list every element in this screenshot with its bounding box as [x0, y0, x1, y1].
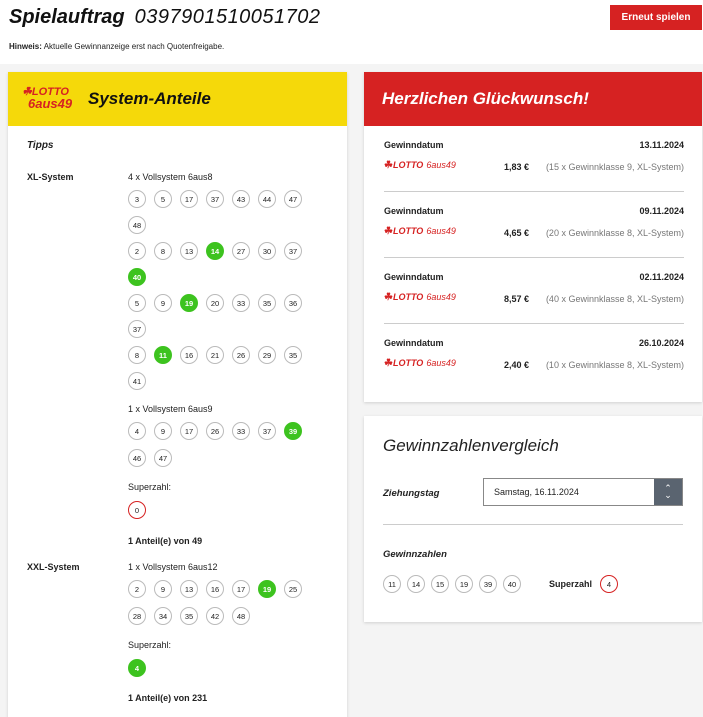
win-date-label: Gewinndatum — [384, 206, 444, 216]
lotto-word: LOTTO — [392, 358, 424, 368]
lotto-649: 6aus49 — [426, 160, 456, 170]
lotto-logo — [384, 160, 456, 171]
tipp-row — [128, 346, 310, 364]
win-class: (40 x Gewinnklasse 8, XL-System) — [545, 294, 684, 304]
win-class: (20 x Gewinnklasse 8, XL-System) — [545, 228, 684, 238]
tipp-row — [128, 242, 310, 260]
lotto-649: 6aus49 — [426, 358, 456, 368]
win-amount: 4,65 € — [504, 228, 530, 238]
number-ball: 37 — [206, 190, 224, 208]
number-ball: 35 — [284, 346, 302, 364]
win-row — [384, 126, 684, 192]
superzahl-ball: 0 — [128, 501, 146, 519]
top-bar — [0, 0, 703, 64]
system-shares-title: System-Anteile — [88, 89, 211, 108]
number-ball: 13 — [180, 242, 198, 260]
clover-icon: ☘ — [384, 226, 393, 237]
win-class: (10 x Gewinnklasse 8, XL-System) — [545, 360, 684, 370]
number-ball: 8 — [128, 346, 146, 364]
number-ball: 16 — [180, 346, 198, 364]
number-ball: 9 — [154, 294, 172, 312]
number-ball: 8 — [154, 242, 172, 260]
number-ball: 14 — [206, 242, 224, 260]
number-ball: 36 — [284, 294, 302, 312]
number-ball: 5 — [154, 190, 172, 208]
number-ball: 47 — [284, 190, 302, 208]
compare-superzahl-label: Superzahl — [549, 579, 593, 589]
tipp-row — [128, 449, 180, 467]
order-number: 0397901510051702 — [134, 6, 321, 28]
winning-number-ball: 15 — [431, 575, 449, 593]
lotto-649: 6aus49 — [426, 292, 456, 302]
number-ball: 9 — [154, 580, 172, 598]
lotto-logo — [22, 85, 77, 115]
number-ball: 17 — [180, 190, 198, 208]
number-ball: 16 — [206, 580, 224, 598]
clover-icon: ☘ — [384, 358, 393, 369]
lotto-logo — [384, 292, 456, 303]
xl-superzahl-row — [128, 501, 154, 519]
winning-numbers-label: Gewinnzahlen — [383, 549, 447, 560]
number-ball: 46 — [128, 449, 146, 467]
tipp-row — [128, 372, 154, 390]
number-ball: 39 — [284, 422, 302, 440]
winning-number-ball: 39 — [479, 575, 497, 593]
number-ball: 35 — [180, 607, 198, 625]
win-row — [384, 258, 684, 324]
xxl-system-desc: 1 x Vollsystem 6aus12 — [128, 562, 218, 572]
number-ball: 11 — [154, 346, 172, 364]
divider — [383, 524, 683, 525]
system-shares-header — [8, 72, 347, 126]
number-ball: 41 — [128, 372, 146, 390]
number-compare-card — [364, 416, 702, 622]
lotto-word: LOTTO — [31, 86, 69, 98]
xl-system-desc: 4 x Vollsystem 6aus8 — [128, 172, 213, 182]
hint-message: Aktuelle Gewinnanzeige erst nach Quotenfreigabe. — [43, 42, 225, 51]
lotto-word: LOTTO — [392, 226, 424, 236]
number-ball: 2 — [128, 242, 146, 260]
xl-anteil: 1 Anteil(e) von 49 — [128, 536, 203, 546]
number-ball: 47 — [154, 449, 172, 467]
xl-superzahl-label: Superzahl: — [128, 482, 172, 492]
lotto-logo — [384, 358, 456, 369]
number-ball: 4 — [128, 422, 146, 440]
number-ball: 2 — [128, 580, 146, 598]
win-row — [384, 324, 684, 390]
compare-title: Gewinnzahlenvergleich — [383, 436, 559, 455]
win-class: (15 x Gewinnklasse 9, XL-System) — [545, 162, 684, 172]
xxl-system-label: XXL-System — [27, 562, 80, 572]
tipp-row — [128, 294, 310, 312]
winnings-card — [364, 72, 702, 402]
number-ball: 13 — [180, 580, 198, 598]
win-date-label: Gewinndatum — [384, 140, 444, 150]
winning-number-ball: 14 — [407, 575, 425, 593]
lotto-word: LOTTO — [392, 292, 424, 302]
winning-number-ball: 11 — [383, 575, 401, 593]
win-amount: 8,57 € — [504, 294, 530, 304]
number-ball: 30 — [258, 242, 276, 260]
number-ball: 26 — [232, 346, 250, 364]
number-ball: 43 — [232, 190, 250, 208]
tipp-row — [128, 216, 154, 234]
number-ball: 34 — [154, 607, 172, 625]
superzahl-ball: 4 — [128, 659, 146, 677]
win-date-label: Gewinndatum — [384, 338, 444, 348]
lotto-649: 6aus49 — [426, 226, 456, 236]
tipps-label: Tipps — [27, 140, 54, 151]
number-ball: 9 — [154, 422, 172, 440]
number-ball: 33 — [232, 294, 250, 312]
draw-day-value: Samstag, 16.11.2024 — [494, 487, 579, 497]
number-ball: 27 — [232, 242, 250, 260]
number-ball: 48 — [128, 216, 146, 234]
number-ball: 28 — [128, 607, 146, 625]
number-ball: 5 — [128, 294, 146, 312]
number-ball: 21 — [206, 346, 224, 364]
clover-icon: ☘ — [384, 292, 393, 303]
tipp-row — [128, 268, 154, 286]
lotto-logo-649: 6aus49 — [28, 96, 73, 111]
page-title-text: Spielauftrag — [9, 6, 125, 28]
page-title — [9, 6, 321, 29]
chevron-updown-icon[interactable]: ⌃ ⌄ — [654, 479, 682, 505]
number-ball: 33 — [232, 422, 250, 440]
win-amount: 2,40 € — [504, 360, 530, 370]
win-date: 09.11.2024 — [639, 206, 684, 216]
draw-day-select[interactable] — [483, 478, 683, 506]
lotto-word: LOTTO — [392, 160, 424, 170]
number-ball: 20 — [206, 294, 224, 312]
winnings-title: Herzlichen Glückwunsch! — [382, 89, 589, 108]
number-ball: 19 — [180, 294, 198, 312]
win-date: 13.11.2024 — [639, 140, 684, 150]
win-amount: 1,83 € — [504, 162, 530, 172]
xl-system-desc-2: 1 x Vollsystem 6aus9 — [128, 404, 213, 414]
number-ball: 42 — [206, 607, 224, 625]
number-ball: 3 — [128, 190, 146, 208]
number-ball: 35 — [258, 294, 276, 312]
number-ball: 25 — [284, 580, 302, 598]
number-ball: 44 — [258, 190, 276, 208]
hint-text — [9, 42, 224, 51]
tipp-row — [128, 580, 310, 598]
number-ball: 48 — [232, 607, 250, 625]
win-date-label: Gewinndatum — [384, 272, 444, 282]
win-row — [384, 192, 684, 258]
number-ball: 37 — [128, 320, 146, 338]
number-ball: 40 — [128, 268, 146, 286]
lotto-logo — [384, 226, 456, 237]
tipp-row — [128, 422, 310, 440]
number-ball: 37 — [258, 422, 276, 440]
tipp-row — [128, 607, 258, 625]
number-ball: 26 — [206, 422, 224, 440]
win-date: 02.11.2024 — [639, 272, 684, 282]
number-ball: 17 — [232, 580, 250, 598]
draw-day-label: Ziehungstag — [383, 488, 440, 499]
winning-number-ball: 19 — [455, 575, 473, 593]
xxl-superzahl-label: Superzahl: — [128, 640, 172, 650]
number-ball: 37 — [284, 242, 302, 260]
xl-system-label: XL-System — [27, 172, 74, 182]
system-shares-card — [8, 72, 347, 717]
xxl-anteil: 1 Anteil(e) von 231 — [128, 693, 208, 703]
win-date: 26.10.2024 — [638, 338, 684, 348]
winning-numbers-row — [383, 575, 624, 593]
hint-label: Hinweis: — [9, 42, 42, 51]
clover-icon: ☘ — [384, 160, 393, 171]
clover-icon: ☘ — [22, 86, 32, 98]
number-ball: 29 — [258, 346, 276, 364]
xxl-superzahl-row — [128, 659, 154, 677]
replay-button[interactable]: Erneut spielen — [610, 5, 702, 30]
number-ball: 17 — [180, 422, 198, 440]
compare-superzahl-ball: 4 — [600, 575, 618, 593]
number-ball: 19 — [258, 580, 276, 598]
winnings-header — [364, 72, 702, 126]
tipp-row — [128, 320, 154, 338]
tipp-row — [128, 190, 310, 208]
winning-number-ball: 40 — [503, 575, 521, 593]
